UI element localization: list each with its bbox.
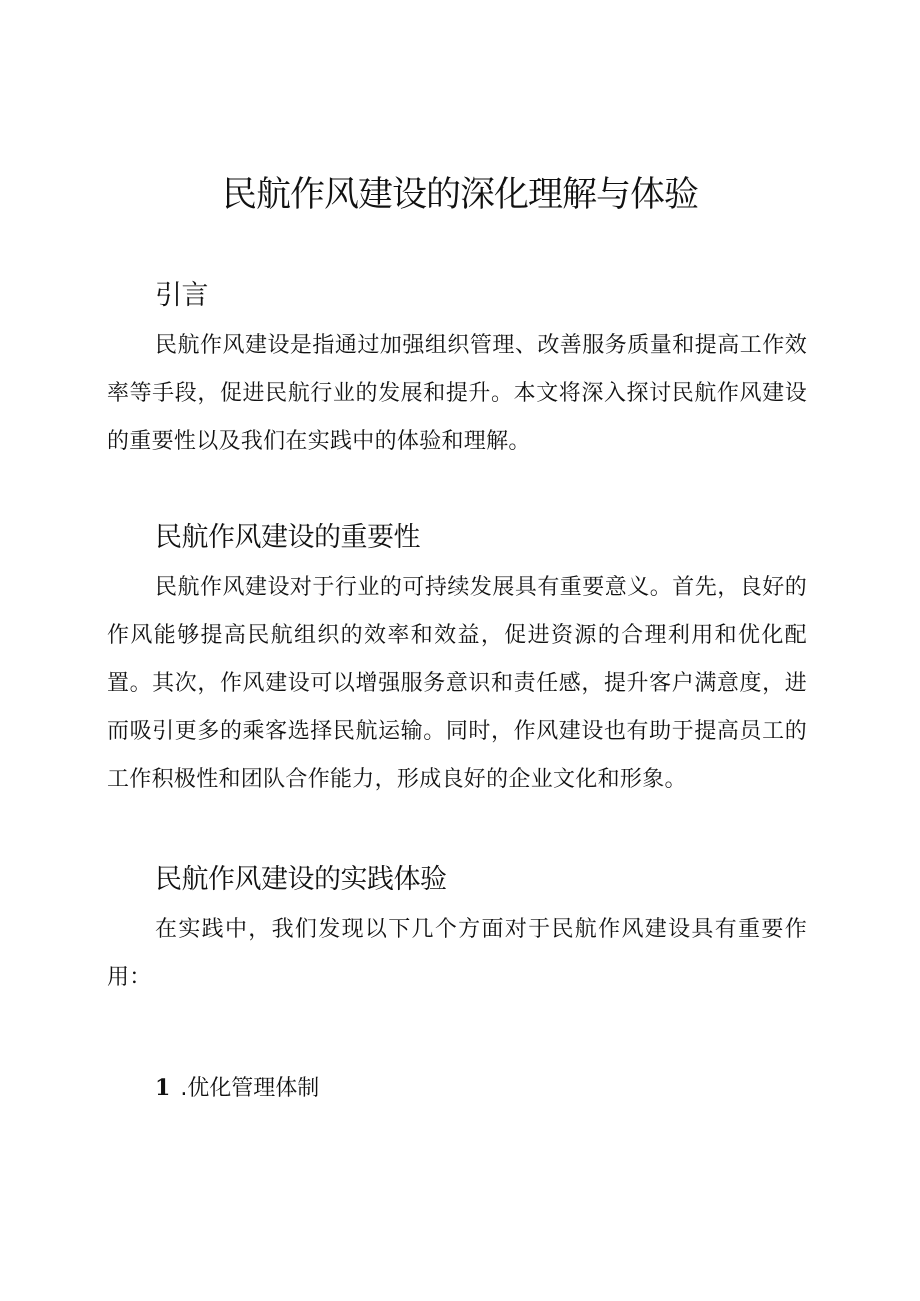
list-item: [155, 1070, 319, 1107]
list-item-number: 1: [155, 1075, 171, 1101]
section-heading-introduction: 引言: [155, 280, 208, 311]
document-title: 民航作风建设的深化理解与体验: [221, 175, 698, 215]
section-paragraph-importance: 民航作风建设对于行业的可持续发展具有重要意义。首先，良好的作风能够提高民航组织的效率和效益，促进资源的合理利用和优化配置。其次，作风建设可以增强服务意识和责任感，提升客户满意度，进而吸引更多的乘客选择民航运输。同时，作风建设也有助于提高员工的工作积极性和团队合作能力，形成良好的企业文化和形象。: [107, 575, 807, 792]
section-paragraph-introduction: 民航作风建设是指通过加强组织管理、改善服务质量和提高工作效率等手段，促进民航行业的发展和提升。本文将深入探讨民航作风建设的重要性以及我们在实践中的体验和理解。: [107, 333, 807, 454]
section-heading-importance: 民航作风建设的重要性: [155, 522, 420, 553]
list-item-label: .优化管理体制: [180, 1076, 320, 1101]
section-paragraph-practice: 在实践中，我们发现以下几个方面对于民航作风建设具有重要作用：: [107, 917, 807, 990]
section-heading-practice: 民航作风建设的实践体验: [155, 864, 447, 895]
